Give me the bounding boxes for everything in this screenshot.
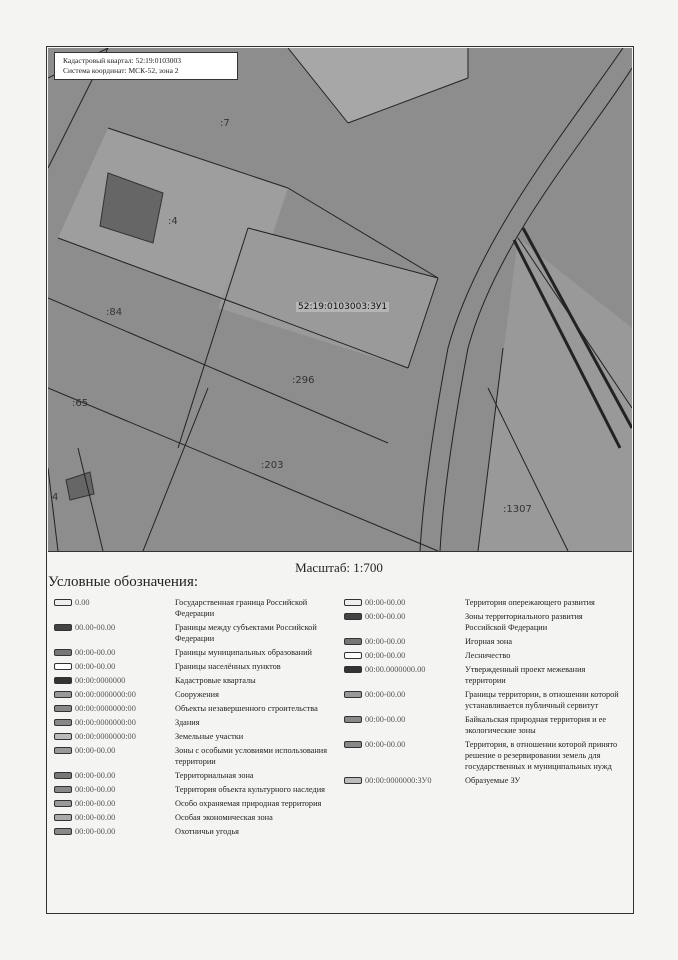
legend-item (54, 784, 345, 795)
legend-code: 00:00-00.00 (365, 690, 406, 699)
legend-text: Сооружения (175, 690, 219, 699)
legend-item (344, 739, 625, 772)
legend-item (54, 675, 345, 686)
legend-text: Государственная граница Российской Федерации (175, 598, 308, 618)
legend-code: 00:00-00.00 (365, 740, 406, 749)
legend-text: Особо охраняемая природная территория (175, 799, 322, 808)
legend-code: 00:00-00.00 (75, 785, 116, 794)
parcel-label: :84 (106, 307, 123, 318)
legend-swatch-icon (54, 772, 72, 779)
legend-text: Территориальная зона (175, 771, 254, 780)
parcel-label: :65 (72, 398, 89, 409)
legend-left-column (54, 597, 345, 840)
legend-swatch-icon (54, 814, 72, 821)
legend-text: Объекты незавершенного строительства (175, 704, 318, 713)
legend-code: 00:00:0000000:00 (75, 690, 136, 699)
legend-swatch-icon (344, 638, 362, 645)
legend-item (54, 717, 345, 728)
legend-code: 00:00-00.00 (75, 827, 116, 836)
legend-item (54, 731, 345, 742)
map-scale: Масштаб: 1:700 (295, 560, 383, 575)
coordinate-system-label: Система координат: МСК-52, зона 2 (63, 66, 179, 75)
legend-title: Условные обозначения: (48, 574, 199, 590)
legend-text: Границы между субъектами Российской Федерации (175, 623, 317, 643)
legend-swatch-icon (344, 599, 362, 606)
legend-swatch-icon (54, 733, 72, 740)
legend-code: 00:00-00.00 (365, 598, 406, 607)
legend-item (54, 661, 345, 672)
legend-swatch-icon (54, 747, 72, 754)
legend-swatch-icon (54, 705, 72, 712)
legend-code: 00:00:0000000 (75, 676, 126, 685)
legend-swatch-icon (344, 666, 362, 673)
legend-item (344, 650, 625, 661)
legend-item (344, 775, 625, 786)
legend-text: Земельные участки (175, 732, 244, 741)
legend-text: Здания (175, 718, 200, 727)
legend-text: Утвержденный проект межевания территории (465, 665, 586, 685)
legend-item (54, 812, 345, 823)
legend-swatch-icon (344, 777, 362, 784)
legend-swatch-icon (54, 599, 72, 606)
legend-text: Байкальская природная территория и ее экологические зоны (465, 715, 607, 735)
legend-item (54, 770, 345, 781)
legend-text: Особая экономическая зона (175, 813, 273, 822)
legend-code: 00:00-00.00 (75, 746, 116, 755)
legend-code: 00:00:0000000:00 (75, 704, 136, 713)
legend-text: Охотничьи угодья (175, 827, 239, 836)
legend-code: 00:00.0000000.00 (365, 665, 426, 674)
legend-text: Границы муниципальных образований (175, 648, 312, 657)
legend-item (344, 689, 625, 711)
parcel-label: 4 (52, 492, 59, 503)
legend-swatch-icon (54, 828, 72, 835)
legend-item (54, 647, 345, 658)
legend-swatch-icon (54, 786, 72, 793)
legend-item (54, 597, 345, 619)
parcel-label: :296 (292, 375, 315, 386)
legend-item (54, 703, 345, 714)
parcel-label: :4 (168, 216, 178, 227)
legend-text: Территория, в отношении которой принято решение о резервировании земель для государственных и муниципальных нужд (465, 740, 618, 771)
legend-code: 00:00-00.00 (75, 648, 116, 657)
legend-text: Границы территории, в отношении которой устанавливается публичный сервитут (465, 690, 619, 710)
legend-code: 00:00-00.00 (75, 662, 116, 671)
legend-swatch-icon (54, 677, 72, 684)
map-info-box (54, 52, 238, 80)
legend-code: 00:00-00.00 (365, 715, 406, 724)
legend-item (54, 745, 345, 767)
legend-swatch-icon (344, 652, 362, 659)
legend-text: Лесничество (465, 651, 511, 660)
legend-swatch-icon (54, 624, 72, 631)
legend-text: Кадастровые кварталы (175, 676, 256, 685)
legend-text: Образуемые ЗУ (465, 776, 521, 785)
legend-text: Территория объекта культурного наследия (175, 785, 325, 794)
legend-code: 00:00-00.00 (75, 799, 116, 808)
legend-code: 00:00:0000000:ЗУ0 (365, 776, 432, 785)
legend-text: Игорная зона (465, 637, 512, 646)
legend-text: Территория опережающего развития (465, 598, 595, 607)
legend-item (344, 611, 625, 633)
legend-item (54, 622, 345, 644)
cadastral-quarter-label: Кадастровый квартал: 52:19:0103003 (63, 56, 181, 65)
legend-item (344, 597, 625, 608)
legend-item (344, 636, 625, 647)
legend-swatch-icon (54, 691, 72, 698)
parcel-label: :7 (220, 118, 230, 129)
parcel-label-main: 52:19:0103003:ЗУ1 (298, 302, 388, 312)
legend-text: Зоны с особыми условиями использования территории (175, 746, 328, 766)
legend-swatch-icon (344, 691, 362, 698)
legend-item (344, 714, 625, 736)
legend-code: 00.00-00.00 (75, 623, 116, 632)
legend-item (344, 664, 625, 686)
legend-swatch-icon (54, 719, 72, 726)
legend-swatch-icon (344, 613, 362, 620)
parcel-label: :203 (261, 460, 284, 471)
legend-swatch-icon (54, 663, 72, 670)
legend-swatch-icon (54, 800, 72, 807)
legend-right-column (344, 597, 625, 789)
legend-swatch-icon (344, 716, 362, 723)
legend-item (54, 826, 345, 837)
legend-code: 00:00-00.00 (75, 813, 116, 822)
legend-code: 00:00:0000000:00 (75, 718, 136, 727)
legend-item (54, 798, 345, 809)
cadastral-map (48, 48, 632, 552)
legend-item (54, 689, 345, 700)
legend-text: Зоны территориального развития Российской Федерации (465, 612, 583, 632)
legend-code: 00:00-00.00 (365, 651, 406, 660)
legend-code: 00:00-00.00 (75, 771, 116, 780)
legend-swatch-icon (344, 741, 362, 748)
legend-code: 00:00-00.00 (365, 637, 406, 646)
legend-code: 0.00 (75, 598, 90, 607)
legend-text: Границы населённых пунктов (175, 662, 281, 671)
parcel-label: :1307 (503, 504, 532, 515)
map-graphics (48, 48, 632, 551)
legend-code: 00:00-00.00 (365, 612, 406, 621)
legend-swatch-icon (54, 649, 72, 656)
legend-code: 00:00:0000000:00 (75, 732, 136, 741)
